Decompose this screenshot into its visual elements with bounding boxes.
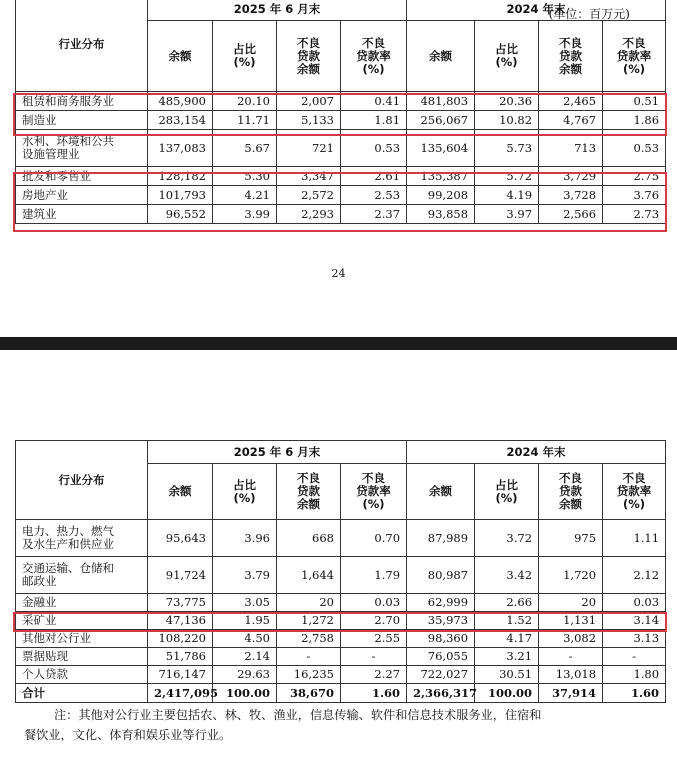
value-cell-b24: 256,067 [407,111,475,130]
industry-name-cell: 采矿业 [16,612,148,630]
table-row [16,684,666,703]
value-cell-r25: 0.53 [341,130,407,167]
value-cell-s25: 4.21 [213,186,277,205]
value-cell-b25: 137,083 [148,130,213,167]
value-cell-r24: 0.03 [603,594,666,612]
value-cell-n25: 668 [277,520,341,557]
page-separator [0,337,677,350]
value-cell-b24: 93,858 [407,205,475,224]
value-cell-n24: 4,767 [539,111,603,130]
value-cell-r25: 0.70 [341,520,407,557]
value-cell-n25: 2,007 [277,92,341,111]
table-row [16,520,666,557]
value-cell-b24: 481,803 [407,92,475,111]
table-row [16,186,666,205]
value-cell-n24: 2,465 [539,92,603,111]
value-cell-n25: - [277,648,341,666]
value-cell-r24: 2.12 [603,557,666,594]
value-cell-r24: 1.80 [603,666,666,684]
value-cell-n25: 721 [277,130,341,167]
value-cell-r25: 2.55 [341,630,407,648]
value-cell-n25: 3,347 [277,167,341,186]
share-header: 占比 (%) [475,464,539,520]
value-cell-s25: 5.30 [213,167,277,186]
value-cell-s24: 4.19 [475,186,539,205]
industry-name-cell: 批发和零售业 [16,167,148,186]
value-cell-r24: 0.51 [603,92,666,111]
industry-name-cell: 金融业 [16,594,148,612]
table-row [16,648,666,666]
value-cell-s25: 3.99 [213,205,277,224]
value-cell-s25: 20.10 [213,92,277,111]
npl-rate-header: 不良 贷款率 (%) [341,21,407,92]
value-cell-n25: 38,670 [277,684,341,703]
value-cell-n24: 20 [539,594,603,612]
unit-note: (单位：百万元) [548,7,630,21]
value-cell-b25: 128,182 [148,167,213,186]
value-cell-n25: 1,644 [277,557,341,594]
value-cell-r24: - [603,648,666,666]
value-cell-s25: 3.05 [213,594,277,612]
value-cell-n24: 13,018 [539,666,603,684]
table-row [16,205,666,224]
industry-name-cell: 其他对公行业 [16,630,148,648]
value-cell-b24: 135,604 [407,130,475,167]
industry-name-cell: 租赁和商务服务业 [16,92,148,111]
value-cell-n24: 975 [539,520,603,557]
value-cell-n25: 1,272 [277,612,341,630]
industry-table-bottom [15,440,666,703]
period-2024-header: 2024 年末 [407,441,666,464]
value-cell-r24: 2.75 [603,167,666,186]
industry-header: 行业分布 [16,441,148,520]
value-cell-n24: 3,728 [539,186,603,205]
value-cell-r24: 0.53 [603,130,666,167]
value-cell-s24: 4.17 [475,630,539,648]
industry-name-cell: 个人贷款 [16,666,148,684]
value-cell-r24: 1.60 [603,684,666,703]
page-number: 24 [331,267,346,280]
value-cell-r25: 0.03 [341,594,407,612]
value-cell-n25: 2,572 [277,186,341,205]
table-row [16,666,666,684]
industry-name-cell: 房地产业 [16,186,148,205]
value-cell-s24: 1.52 [475,612,539,630]
value-cell-s24: 5.73 [475,130,539,167]
value-cell-b24: 76,055 [407,648,475,666]
value-cell-r25: 1.81 [341,111,407,130]
balance-header: 余额 [407,21,475,92]
value-cell-s25: 5.67 [213,130,277,167]
value-cell-r25: 0.41 [341,92,407,111]
value-cell-s24: 100.00 [475,684,539,703]
npl-rate-header: 不良 贷款率 (%) [603,21,666,92]
value-cell-r25: 2.53 [341,186,407,205]
value-cell-n24: 713 [539,130,603,167]
value-cell-s25: 4.50 [213,630,277,648]
value-cell-r24: 2.73 [603,205,666,224]
value-cell-s25: 29.63 [213,666,277,684]
share-header: 占比 (%) [213,464,277,520]
value-cell-b25: 2,417,095 [148,684,213,703]
value-cell-s24: 10.82 [475,111,539,130]
npl-balance-header: 不良 贷款 余额 [539,21,603,92]
balance-header: 余额 [148,21,213,92]
value-cell-b25: 95,643 [148,520,213,557]
value-cell-s24: 5.72 [475,167,539,186]
share-header: 占比 (%) [213,21,277,92]
value-cell-s25: 1.95 [213,612,277,630]
value-cell-r25: 2.37 [341,205,407,224]
footnote-line-1: 注：其他对公行业主要包括农、林、牧、渔业，信息传输、软件和信息技术服务业，住宿和 [54,708,542,722]
industry-name-cell: 票据贴现 [16,648,148,666]
industry-name-cell: 建筑业 [16,205,148,224]
npl-balance-header: 不良 贷款 余额 [277,21,341,92]
value-cell-s25: 3.96 [213,520,277,557]
npl-balance-header: 不良 贷款 余额 [539,464,603,520]
balance-header: 余额 [407,464,475,520]
value-cell-r24: 3.13 [603,630,666,648]
table-row [16,612,666,630]
value-cell-r24: 3.14 [603,612,666,630]
value-cell-r25: 1.79 [341,557,407,594]
footnote [24,705,654,745]
table-row [16,92,666,111]
table-row [16,130,666,167]
value-cell-s24: 2.66 [475,594,539,612]
value-cell-s24: 30.51 [475,666,539,684]
value-cell-n24: 2,566 [539,205,603,224]
npl-balance-header: 不良 贷款 余额 [277,464,341,520]
value-cell-n24: 1,131 [539,612,603,630]
value-cell-b25: 51,786 [148,648,213,666]
value-cell-r25: - [341,648,407,666]
value-cell-b25: 73,775 [148,594,213,612]
value-cell-s24: 3.21 [475,648,539,666]
value-cell-b24: 98,360 [407,630,475,648]
value-cell-n25: 5,133 [277,111,341,130]
value-cell-r24: 1.86 [603,111,666,130]
npl-rate-header: 不良 贷款率 (%) [341,464,407,520]
value-cell-b25: 485,900 [148,92,213,111]
value-cell-b24: 62,999 [407,594,475,612]
value-cell-s24: 3.97 [475,205,539,224]
industry-name-cell: 交通运输、仓储和 邮政业 [16,557,148,594]
value-cell-r25: 1.60 [341,684,407,703]
value-cell-n25: 2,293 [277,205,341,224]
industry-name-cell: 水利、环境和公共 设施管理业 [16,130,148,167]
footnote-line-2: 餐饮业，文化、体育和娱乐业等行业。 [24,728,232,742]
value-cell-b24: 2,366,317 [407,684,475,703]
table-row [16,111,666,130]
value-cell-r24: 1.11 [603,520,666,557]
period-2024-header: 2024 年末 [407,0,666,21]
table-row [16,630,666,648]
value-cell-b25: 91,724 [148,557,213,594]
table-row [16,594,666,612]
value-cell-b25: 101,793 [148,186,213,205]
value-cell-b25: 108,220 [148,630,213,648]
value-cell-s25: 2.14 [213,648,277,666]
industry-header: 行业分布 [16,0,148,92]
value-cell-b24: 80,987 [407,557,475,594]
value-cell-r24: 3.76 [603,186,666,205]
share-header: 占比 (%) [475,21,539,92]
value-cell-s25: 3.79 [213,557,277,594]
value-cell-b24: 99,208 [407,186,475,205]
table-row [16,167,666,186]
value-cell-s24: 20.36 [475,92,539,111]
value-cell-r25: 2.27 [341,666,407,684]
value-cell-b25: 96,552 [148,205,213,224]
value-cell-b25: 47,136 [148,612,213,630]
value-cell-s24: 3.72 [475,520,539,557]
period-2025-header: 2025 年 6 月末 [148,441,407,464]
value-cell-n24: 37,914 [539,684,603,703]
value-cell-b24: 722,027 [407,666,475,684]
value-cell-b25: 283,154 [148,111,213,130]
value-cell-n24: 1,720 [539,557,603,594]
value-cell-n24: 3,729 [539,167,603,186]
balance-header: 余额 [148,464,213,520]
value-cell-n24: - [539,648,603,666]
industry-name-cell: 制造业 [16,111,148,130]
value-cell-s25: 100.00 [213,684,277,703]
value-cell-r25: 2.70 [341,612,407,630]
value-cell-b24: 35,973 [407,612,475,630]
industry-name-cell: 合计 [16,684,148,703]
value-cell-n25: 2,758 [277,630,341,648]
value-cell-b25: 716,147 [148,666,213,684]
table-row [16,557,666,594]
value-cell-s25: 11.71 [213,111,277,130]
period-2025-header: 2025 年 6 月末 [148,0,407,21]
industry-name-cell: 电力、热力、燃气 及水生产和供应业 [16,520,148,557]
value-cell-r25: 2.61 [341,167,407,186]
value-cell-n25: 16,235 [277,666,341,684]
industry-table-top [15,0,666,224]
value-cell-b24: 135,387 [407,167,475,186]
value-cell-b24: 87,989 [407,520,475,557]
npl-rate-header: 不良 贷款率 (%) [603,464,666,520]
value-cell-n24: 3,082 [539,630,603,648]
value-cell-s24: 3.42 [475,557,539,594]
value-cell-n25: 20 [277,594,341,612]
